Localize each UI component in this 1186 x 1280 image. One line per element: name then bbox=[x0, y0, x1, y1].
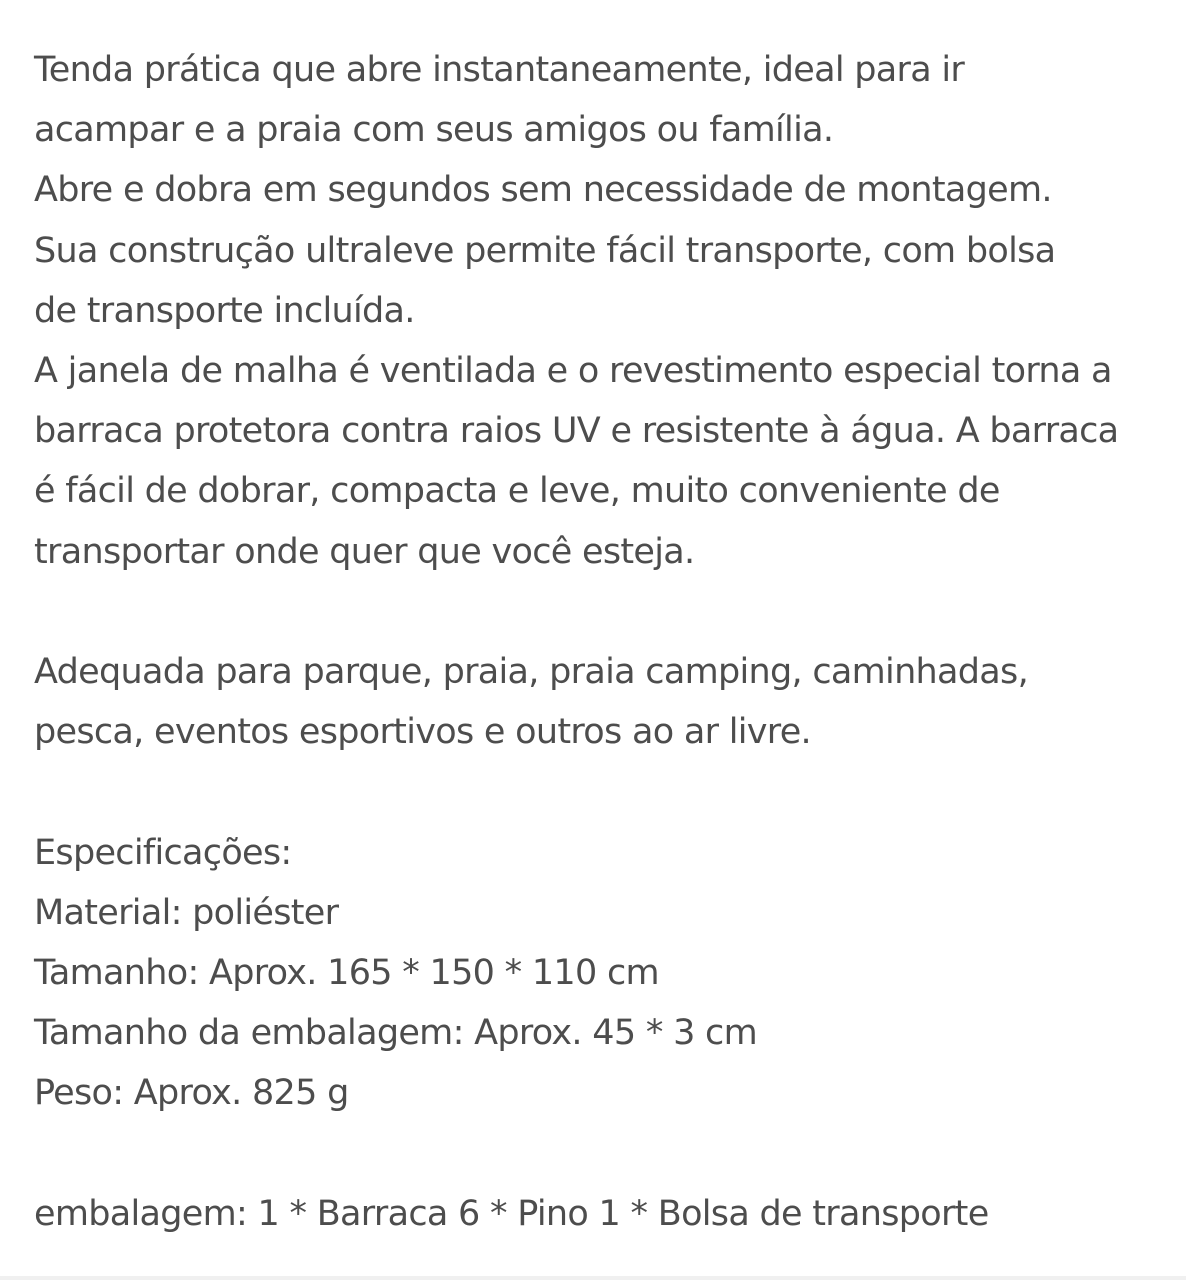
spec-weight: Peso: Aprox. 825 g bbox=[34, 1073, 349, 1114]
usage-paragraph bbox=[34, 642, 1174, 762]
paragraph-spacer bbox=[34, 1124, 1174, 1184]
intro-line: transportar onde quer que você esteja. bbox=[34, 531, 695, 572]
spec-material: Material: poliéster bbox=[34, 892, 339, 933]
paragraph-spacer bbox=[34, 762, 1174, 822]
paragraph-spacer bbox=[34, 582, 1174, 642]
intro-line: Abre e dobra em segundos sem necessidade de montagem. bbox=[34, 170, 1052, 211]
intro-line: acampar e a praia com seus amigos ou família. bbox=[34, 110, 834, 151]
specifications-block bbox=[34, 823, 1174, 1124]
usage-line: Adequada para parque, praia, praia camping, caminhadas, bbox=[34, 652, 1029, 693]
intro-line: Sua construção ultraleve permite fácil transporte, com bolsa bbox=[34, 230, 1056, 271]
spec-size: Tamanho: Aprox. 165 * 150 * 110 cm bbox=[34, 953, 659, 994]
intro-line: de transporte incluída. bbox=[34, 290, 415, 331]
intro-line: A janela de malha é ventilada e o revestimento especial torna a bbox=[34, 351, 1112, 392]
intro-line: barraca protetora contra raios UV e resistente à água. A barraca bbox=[34, 411, 1119, 452]
bottom-divider bbox=[0, 1276, 1186, 1280]
intro-paragraph bbox=[34, 40, 1174, 582]
specs-title: Especificações: bbox=[34, 832, 292, 873]
usage-line: pesca, eventos esportivos e outros ao ar livre. bbox=[34, 712, 811, 753]
product-description bbox=[34, 40, 1174, 1244]
spec-package-size: Tamanho da embalagem: Aprox. 45 * 3 cm bbox=[34, 1013, 757, 1054]
package-contents: embalagem: 1 * Barraca 6 * Pino 1 * Bolsa de transporte bbox=[34, 1193, 989, 1234]
intro-line: Tenda prática que abre instantaneamente, ideal para ir bbox=[34, 50, 965, 90]
intro-line: é fácil de dobrar, compacta e leve, muito conveniente de bbox=[34, 471, 1000, 512]
